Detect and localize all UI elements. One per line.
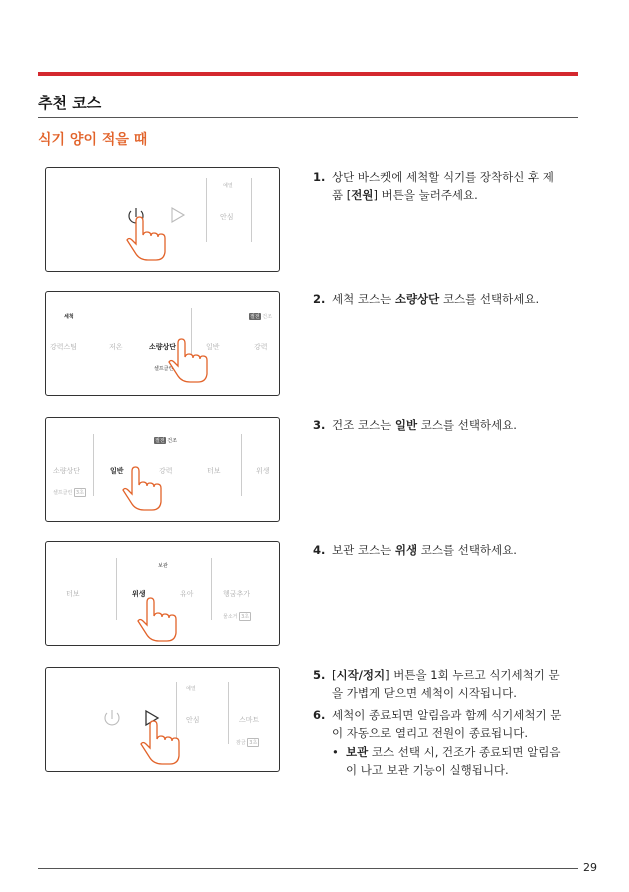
title-divider [38, 117, 578, 118]
footer-divider [38, 868, 578, 869]
storage-option: 헹굼추가 [223, 590, 251, 598]
hand-pointer-icon [127, 217, 165, 260]
wash-option: 강력 [254, 343, 268, 351]
wash-option-selected: 소량상단 [149, 343, 177, 351]
control-panel-dry [45, 417, 280, 522]
control-panel-storage [45, 541, 280, 646]
lock-label: 잠금 3초 [236, 740, 258, 746]
mute-label: 물소거 3초 [223, 614, 250, 620]
panel3-graphics [46, 418, 281, 523]
power-icon [105, 710, 119, 725]
safe-label: 안심 [220, 213, 234, 221]
self-clean-label: 셀프클린 [154, 366, 174, 372]
dry-label: 건조 [262, 314, 272, 320]
panel2-graphics [46, 292, 281, 397]
control-panel-start [45, 667, 280, 772]
preheat-label: 예열 [186, 686, 196, 692]
step-3: 3. 건조 코스는 일반 코스를 선택하세요. [313, 418, 517, 432]
section-title: 추천 코스 [38, 94, 102, 112]
panel5-graphics [46, 668, 281, 773]
wash-option: 강력스팀 [50, 343, 78, 351]
preheat-label: 예열 [223, 183, 233, 189]
step-6: 6. 세척이 종료되면 알림음과 함께 식기세척기 문이 자동으로 열리고 전원이 종료됩니다. [313, 708, 562, 740]
wash-option: 일반 [206, 343, 220, 351]
hand-pointer-icon [169, 339, 207, 382]
eco-badge: 절전 [155, 438, 165, 444]
storage-option: 터보 [66, 590, 80, 598]
play-icon [172, 208, 184, 222]
panel1-graphics [46, 168, 281, 273]
hand-pointer-icon [141, 721, 179, 764]
step-4: 4. 보관 코스는 위생 코스를 선택하세요. [313, 543, 517, 557]
step-1: 1. 상단 바스켓에 세척할 식기를 장착하신 후 제품 [전원] 버튼을 눌러주세요. [313, 170, 554, 202]
page-number: 29 [583, 861, 597, 874]
dry-option: 강력 [159, 467, 173, 475]
dry-option: 소량상단 [53, 467, 81, 475]
panel4-graphics [46, 542, 281, 647]
control-panel-power [45, 167, 280, 272]
hand-pointer-icon [138, 598, 176, 641]
storage-note: • 보관 코스 선택 시, 건조가 종료되면 알림음이 나고 보관 기능이 실행됩니다. [332, 745, 561, 777]
dry-option: 터보 [207, 467, 221, 475]
dry-header-label: 건조 [167, 438, 177, 444]
subsection-title: 식기 양이 적을 때 [38, 132, 148, 148]
wash-header: 세척 [64, 314, 74, 320]
control-panel-wash [45, 291, 280, 396]
dry-option: 위생 [256, 467, 270, 475]
hand-pointer-icon [123, 467, 161, 510]
smart-label: 스마트 [239, 716, 260, 724]
safe-label: 안심 [186, 716, 200, 724]
dry-option-selected: 일반 [110, 467, 124, 475]
step-5: 5. [시작/정지] 버튼을 1회 누르고 식기세척기 문을 가볍게 닫으면 세척이 시작됩니다. [313, 668, 560, 700]
header-accent-bar [38, 72, 578, 76]
storage-header: 보관 [158, 563, 168, 569]
self-clean-label: 셀프클린 3초 [53, 490, 84, 496]
storage-option-selected: 위생 [132, 590, 146, 598]
storage-option: 유아 [180, 590, 194, 598]
wash-option: 저온 [109, 343, 123, 351]
step-2: 2. 세척 코스는 소량상단 코스를 선택하세요. [313, 292, 540, 306]
eco-badge: 절전 [250, 314, 260, 320]
